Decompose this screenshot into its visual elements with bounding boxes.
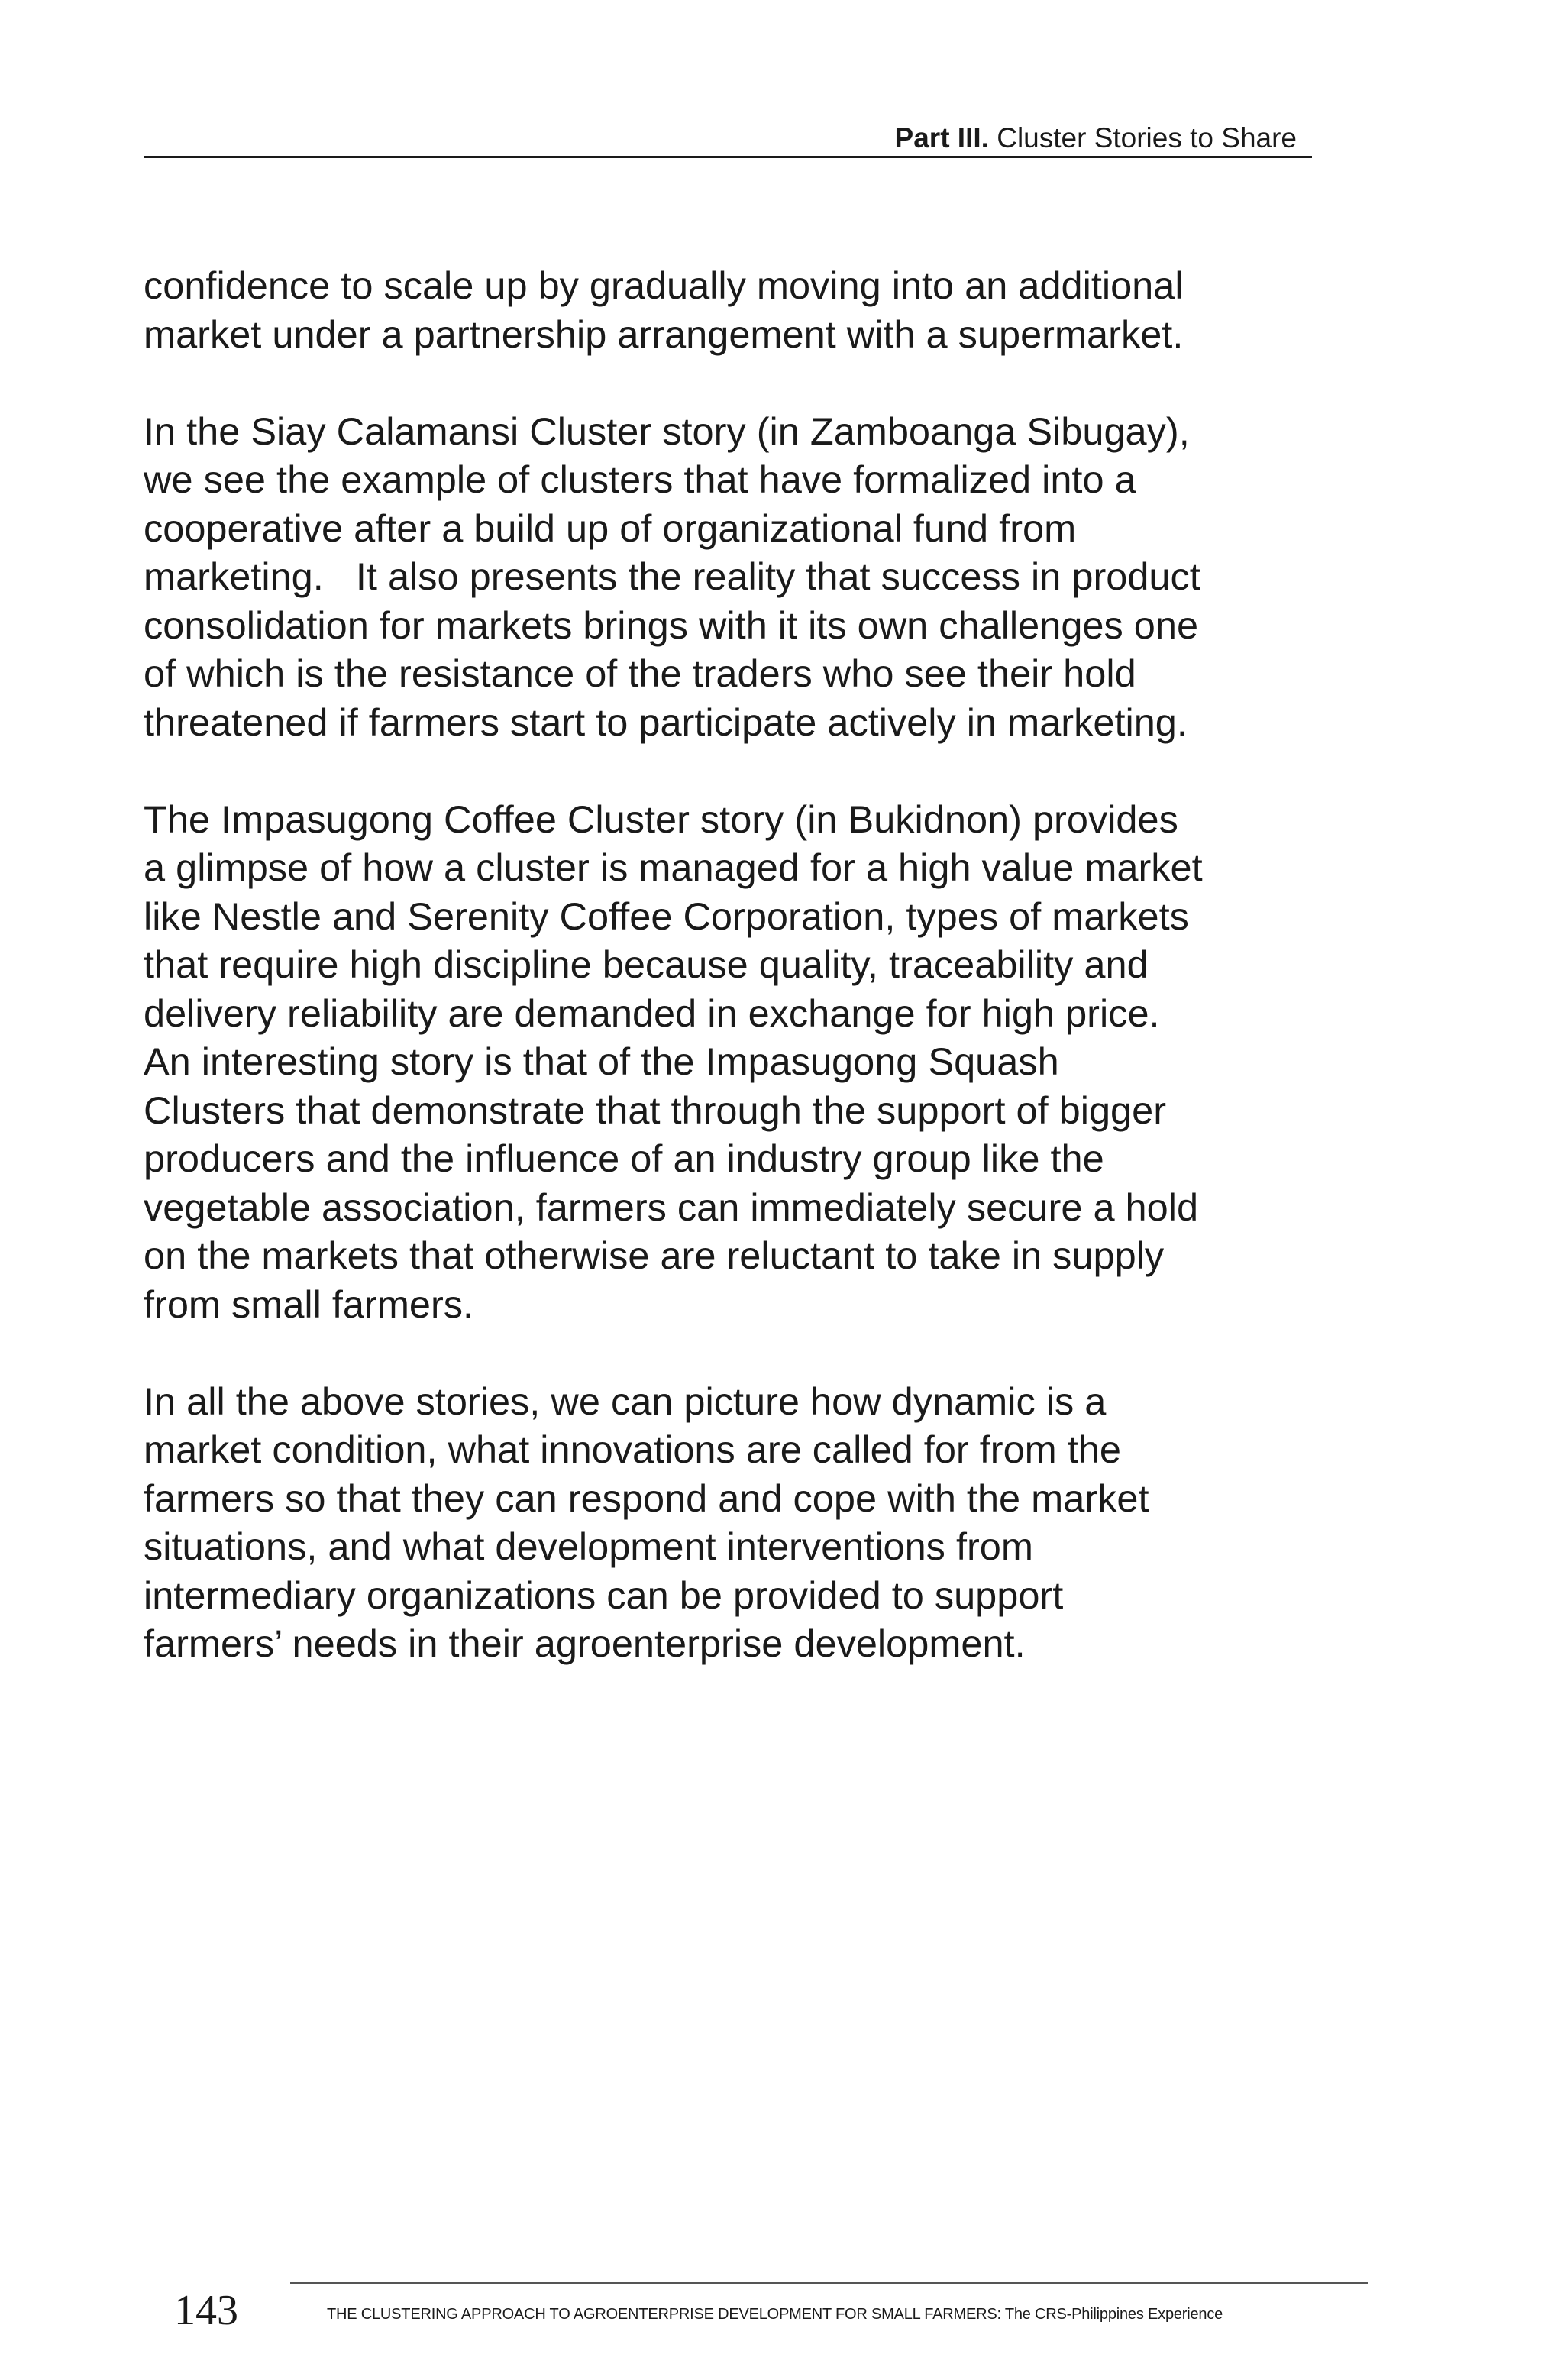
paragraph-4 (144, 1377, 1335, 1668)
body-text (144, 261, 1335, 1668)
page-number: 143 (174, 2287, 238, 2334)
text-line: vegetable association, farmers can immediately secure a hold (144, 1185, 1199, 1229)
part-label: Part III. (894, 122, 989, 154)
text-line: consolidation for markets brings with it its own challenges one (144, 603, 1199, 647)
text-line: farmers’ needs in their agroenterprise development. (144, 1622, 1026, 1665)
text-line: like Nestle and Serenity Coffee Corporation, types of markets (144, 894, 1189, 938)
footer-rule (290, 2282, 1368, 2284)
running-header (144, 121, 1312, 158)
text-line: In all the above stories, we can picture how dynamic is a (144, 1379, 1107, 1423)
text-line: The Impasugong Coffee Cluster story (in Bukidnon) provides (144, 797, 1178, 841)
text-line: farmers so that they can respond and cope with the market (144, 1476, 1149, 1520)
text-line: market under a partnership arrangement with a supermarket. (144, 312, 1184, 356)
paragraph-3 (144, 795, 1335, 1329)
text-line: An interesting story is that of the Impasugong Squash (144, 1040, 1059, 1083)
text-line: we see the example of clusters that have formalized into a (144, 458, 1136, 501)
section-title: Cluster Stories to Share (988, 122, 1297, 154)
text-line: of which is the resistance of the traders who see their hold (144, 652, 1136, 695)
text-line: cooperative after a build up of organizational fund from (144, 506, 1077, 550)
text-line: Clusters that demonstrate that through the support of bigger (144, 1088, 1167, 1132)
text-line: intermediary organizations can be provided to support (144, 1573, 1064, 1617)
text-line: situations, and what development interventions from (144, 1525, 1033, 1568)
paragraph-2 (144, 407, 1335, 747)
running-header-text (895, 121, 1297, 156)
text-line: confidence to scale up by gradually moving into an additional (144, 264, 1184, 307)
text-line: threatened if farmers start to participate actively in marketing. (144, 700, 1188, 744)
text-line: market condition, what innovations are called for from the (144, 1428, 1121, 1471)
book-title-footer: THE CLUSTERING APPROACH TO AGROENTERPRISE DEVELOPMENT FOR SMALL FARMERS: The CRS-Philippines Experience (327, 2306, 1223, 2323)
text-line: producers and the influence of an industry group like the (144, 1137, 1104, 1180)
text-line: a glimpse of how a cluster is managed for a high value market (144, 846, 1203, 889)
text-line: In the Siay Calamansi Cluster story (in Zamboanga Sibugay), (144, 409, 1190, 453)
paragraph-1 (144, 261, 1335, 358)
text-line: delivery reliability are demanded in exchange for high price. (144, 991, 1160, 1035)
text-line: marketing. It also presents the reality that success in product (144, 555, 1200, 598)
text-line: from small farmers. (144, 1282, 474, 1326)
text-line: that require high discipline because quality, traceability and (144, 943, 1149, 986)
text-line: on the markets that otherwise are reluctant to take in supply (144, 1234, 1165, 1277)
